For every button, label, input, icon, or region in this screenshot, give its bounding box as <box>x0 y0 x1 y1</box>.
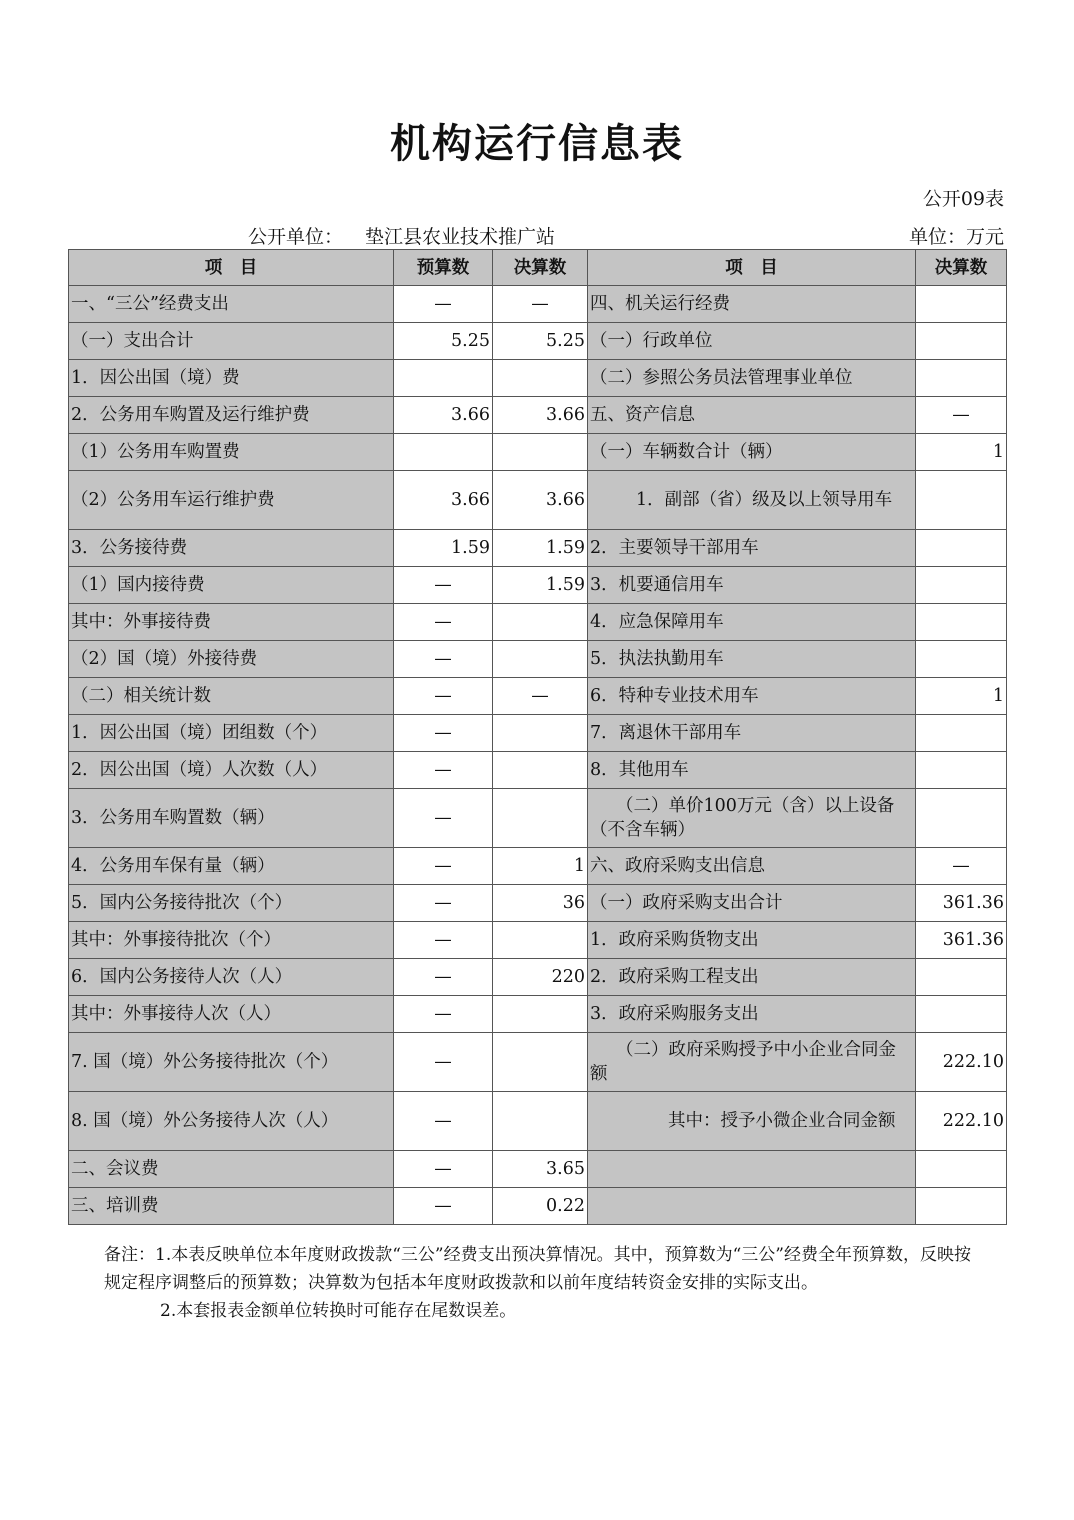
row-label: 7. 国（境）外公务接待批次（个） <box>69 1033 394 1092</box>
unit-label: 公开单位： <box>248 226 344 248</box>
right-value-cell: 361.36 <box>916 885 1007 922</box>
right-row-label: 2．主要领导干部用车 <box>588 530 916 567</box>
budget-cell: — <box>394 286 493 323</box>
table-row <box>69 360 1007 397</box>
right-row-label: 8．其他用车 <box>588 752 916 789</box>
right-value-cell <box>916 1151 1007 1188</box>
budget-cell <box>394 360 493 397</box>
budget-cell: 3.66 <box>394 471 493 530</box>
right-value-cell: 1 <box>916 678 1007 715</box>
budget-cell: — <box>394 1033 493 1092</box>
budget-cell: — <box>394 567 493 604</box>
right-value-cell <box>916 360 1007 397</box>
final-cell <box>493 604 588 641</box>
right-value-cell <box>916 752 1007 789</box>
right-row-label: 四、机关运行经费 <box>588 286 916 323</box>
right-value-cell <box>916 530 1007 567</box>
final-cell: 3.65 <box>493 1151 588 1188</box>
row-label: 其中：外事接待人次（人） <box>69 996 394 1033</box>
right-value-cell <box>916 567 1007 604</box>
final-cell <box>493 922 588 959</box>
right-row-label: 1．副部（省）级及以上领导用车 <box>588 471 916 530</box>
right-row-label: （一）车辆数合计（辆） <box>588 434 916 471</box>
budget-cell: 1.59 <box>394 530 493 567</box>
final-cell: — <box>493 678 588 715</box>
budget-cell: — <box>394 848 493 885</box>
right-row-label: 5．执法执勤用车 <box>588 641 916 678</box>
right-row-label: 2．政府采购工程支出 <box>588 959 916 996</box>
row-label: 1．因公出国（境）费 <box>69 360 394 397</box>
row-label: 3．公务接待费 <box>69 530 394 567</box>
budget-cell: — <box>394 752 493 789</box>
table-row <box>69 434 1007 471</box>
header-budget: 预算数 <box>394 250 493 286</box>
right-row-label: 4．应急保障用车 <box>588 604 916 641</box>
row-label: （1）国内接待费 <box>69 567 394 604</box>
table-row <box>69 996 1007 1033</box>
final-cell <box>493 752 588 789</box>
unit-name: 垫江县农业技术推广站 <box>365 226 556 248</box>
budget-cell: — <box>394 959 493 996</box>
header-item-right: 项 目 <box>588 250 916 286</box>
header-final-right: 决算数 <box>916 250 1007 286</box>
table-row <box>69 1033 1007 1092</box>
table-row <box>69 530 1007 567</box>
row-label: 三、培训费 <box>69 1188 394 1225</box>
right-value-cell: 222.10 <box>916 1092 1007 1151</box>
row-label: （二）相关统计数 <box>69 678 394 715</box>
budget-cell: — <box>394 789 493 848</box>
right-value-cell: — <box>916 848 1007 885</box>
budget-cell: 3.66 <box>394 397 493 434</box>
final-cell: 0.22 <box>493 1188 588 1225</box>
table-row <box>69 922 1007 959</box>
final-cell <box>493 641 588 678</box>
table-row <box>69 789 1007 848</box>
budget-cell: 5.25 <box>394 323 493 360</box>
table-row <box>69 885 1007 922</box>
row-label: 一、“三公”经费支出 <box>69 286 394 323</box>
row-label: 1．因公出国（境）团组数（个） <box>69 715 394 752</box>
row-label: 6．国内公务接待人次（人） <box>69 959 394 996</box>
table-row <box>69 1092 1007 1151</box>
final-cell: 1.59 <box>493 567 588 604</box>
info-table <box>68 249 1007 1225</box>
row-label: 2．因公出国（境）人次数（人） <box>69 752 394 789</box>
right-row-label: 6．特种专业技术用车 <box>588 678 916 715</box>
budget-cell: — <box>394 996 493 1033</box>
final-cell: 1.59 <box>493 530 588 567</box>
row-label: 二、会议费 <box>69 1151 394 1188</box>
right-row-label: （一）行政单位 <box>588 323 916 360</box>
table-row <box>69 604 1007 641</box>
final-cell: 3.66 <box>493 471 588 530</box>
budget-cell: — <box>394 1188 493 1225</box>
budget-cell: — <box>394 715 493 752</box>
row-label: （2）公务用车运行维护费 <box>69 471 394 530</box>
header-final: 决算数 <box>493 250 588 286</box>
right-value-cell <box>916 323 1007 360</box>
right-row-label: 7．离退休干部用车 <box>588 715 916 752</box>
table-header-row <box>69 250 1007 286</box>
table-row <box>69 641 1007 678</box>
budget-cell: — <box>394 1092 493 1151</box>
final-cell: 36 <box>493 885 588 922</box>
page-title: 机构运行信息表 <box>390 120 684 167</box>
row-label: 4．公务用车保有量（辆） <box>69 848 394 885</box>
row-label: 3．公务用车购置数（辆） <box>69 789 394 848</box>
budget-cell: — <box>394 678 493 715</box>
right-row-label: （二）单价100万元（含）以上设备（不含车辆） <box>588 789 916 848</box>
table-row <box>69 848 1007 885</box>
row-label: （2）国（境）外接待费 <box>69 641 394 678</box>
right-row-label: 其中：授予小微企业合同金额 <box>588 1092 916 1151</box>
right-row-label: 3．政府采购服务支出 <box>588 996 916 1033</box>
right-value-cell <box>916 604 1007 641</box>
right-value-cell <box>916 789 1007 848</box>
table-row <box>69 567 1007 604</box>
right-value-cell: 361.36 <box>916 922 1007 959</box>
right-row-label: 3．机要通信用车 <box>588 567 916 604</box>
budget-cell: — <box>394 922 493 959</box>
final-cell <box>493 715 588 752</box>
right-row-label: 1．政府采购货物支出 <box>588 922 916 959</box>
table-row <box>69 397 1007 434</box>
table-row <box>69 1188 1007 1225</box>
right-row-label: 五、资产信息 <box>588 397 916 434</box>
final-cell: 5.25 <box>493 323 588 360</box>
table-row <box>69 286 1007 323</box>
table-row <box>69 1151 1007 1188</box>
final-cell <box>493 360 588 397</box>
final-cell: 3.66 <box>493 397 588 434</box>
table-row <box>69 471 1007 530</box>
table-row <box>69 959 1007 996</box>
row-label: （1）公务用车购置费 <box>69 434 394 471</box>
right-value-cell <box>916 641 1007 678</box>
currency-unit: 单位：万元 <box>908 226 1004 248</box>
row-label: （一）支出合计 <box>69 323 394 360</box>
right-value-cell: — <box>916 397 1007 434</box>
final-cell <box>493 996 588 1033</box>
final-cell <box>493 434 588 471</box>
right-value-cell <box>916 286 1007 323</box>
row-label: 其中：外事接待批次（个） <box>69 922 394 959</box>
right-value-cell <box>916 959 1007 996</box>
note-line-1: 备注：1.本表反映单位本年度财政拨款“三公”经费支出预决算情况。其中，预算数为“三公”经费全年预算数，反映按规定程序调整后的预算数；决算数为包括本年度财政拨款和以前年度结转资金安排的实际支出。 <box>104 1245 971 1293</box>
row-label: 2．公务用车购置及运行维护费 <box>69 397 394 434</box>
right-row-label <box>588 1188 916 1225</box>
right-value-cell <box>916 471 1007 530</box>
final-cell <box>493 1092 588 1151</box>
budget-cell: — <box>394 885 493 922</box>
right-row-label: （一）政府采购支出合计 <box>588 885 916 922</box>
row-label: 其中：外事接待费 <box>69 604 394 641</box>
row-label: 8. 国（境）外公务接待人次（人） <box>69 1092 394 1151</box>
final-cell: — <box>493 286 588 323</box>
note-line-2: 2.本套报表金额单位转换时可能存在尾数误差。 <box>160 1301 517 1321</box>
right-value-cell: 222.10 <box>916 1033 1007 1092</box>
right-row-label: （二）政府采购授予中小企业合同金额 <box>588 1033 916 1092</box>
table-row <box>69 323 1007 360</box>
table-row <box>69 752 1007 789</box>
form-number: 公开09表 <box>922 188 1004 210</box>
header-item: 项 目 <box>69 250 394 286</box>
right-value-cell: 1 <box>916 434 1007 471</box>
right-row-label <box>588 1151 916 1188</box>
final-cell <box>493 1033 588 1092</box>
right-value-cell <box>916 715 1007 752</box>
notes <box>104 1241 984 1325</box>
final-cell <box>493 789 588 848</box>
budget-cell: — <box>394 641 493 678</box>
reporting-unit <box>248 222 555 249</box>
budget-cell <box>394 434 493 471</box>
right-value-cell <box>916 1188 1007 1225</box>
table-row <box>69 715 1007 752</box>
right-row-label: 六、政府采购支出信息 <box>588 848 916 885</box>
table-row <box>69 678 1007 715</box>
budget-cell: — <box>394 604 493 641</box>
budget-cell: — <box>394 1151 493 1188</box>
row-label: 5．国内公务接待批次（个） <box>69 885 394 922</box>
final-cell: 220 <box>493 959 588 996</box>
right-row-label: （二）参照公务员法管理事业单位 <box>588 360 916 397</box>
right-value-cell <box>916 996 1007 1033</box>
final-cell: 1 <box>493 848 588 885</box>
